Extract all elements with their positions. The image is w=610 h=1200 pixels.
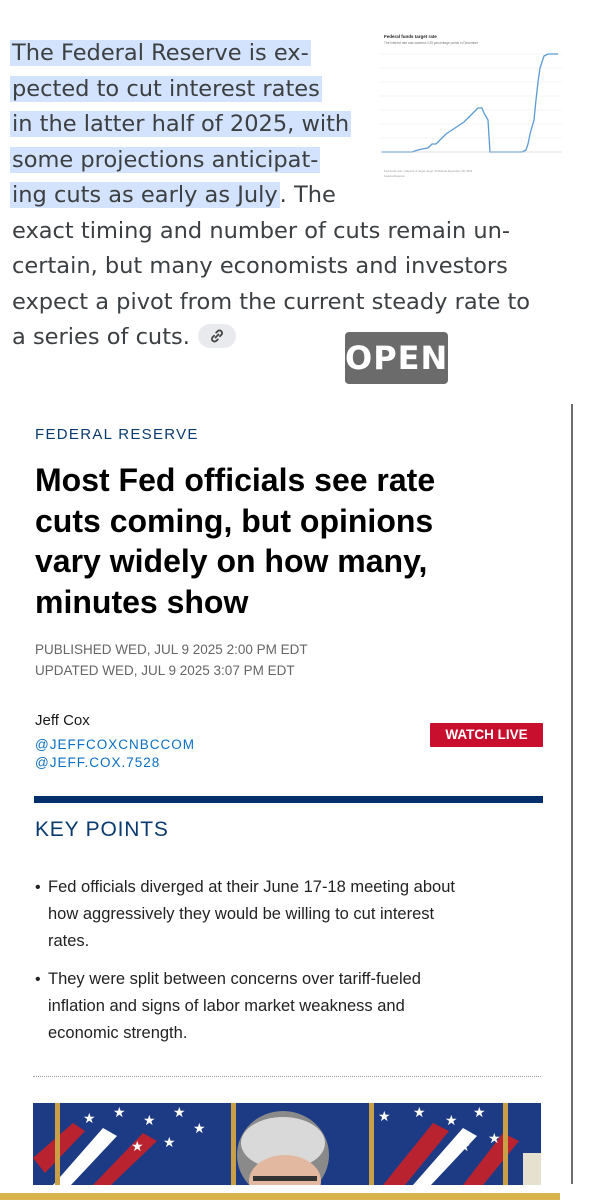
svg-text:★: ★ <box>113 1105 126 1121</box>
thumbnail-source: Federal Reserve <box>384 174 405 178</box>
snippet-line: expect a pivot from the current steady rate to <box>12 288 531 315</box>
powell-flags-image <box>33 1103 541 1185</box>
svg-text:★: ★ <box>163 1135 176 1151</box>
svg-text:★: ★ <box>473 1105 486 1121</box>
snippet-line: exact timing and number of cuts remain un- <box>12 217 511 244</box>
bullet-glyph: • <box>35 971 41 988</box>
key-point-text: Fed officials diverged at their June 17-18 meeting about <box>48 878 455 896</box>
article-headline <box>35 460 535 622</box>
key-point-text: rates. <box>48 932 90 950</box>
key-point-text: They were split between concerns over tariff-fueled <box>48 970 421 988</box>
section-label[interactable]: FEDERAL RESERVE <box>35 426 199 443</box>
article-photo[interactable] <box>33 1103 541 1185</box>
source-link-button[interactable] <box>198 324 236 348</box>
headline-line: minutes show <box>35 583 249 620</box>
svg-text:★: ★ <box>131 1139 144 1155</box>
highlighted-text: pected to cut interest rates <box>12 75 320 102</box>
svg-text:★: ★ <box>488 1131 501 1147</box>
highlighted-text: ing cuts as early as July <box>12 182 278 208</box>
svg-text:★: ★ <box>378 1109 391 1125</box>
author-name[interactable]: Jeff Cox <box>35 712 90 729</box>
rate-line <box>382 54 558 152</box>
watch-live-button[interactable]: WATCH LIVE <box>430 723 543 747</box>
key-point-text: inflation and signs of labor market weakness and <box>48 997 405 1015</box>
key-points-title: KEY POINTS <box>35 818 169 841</box>
thumbnail-chart <box>372 28 564 180</box>
bullet-glyph: • <box>35 879 41 896</box>
headline-line: Most Fed officials see rate <box>35 462 436 498</box>
headline-line: vary widely on how many, <box>35 543 428 579</box>
thumbnail-subtitle: The interest rate was lowered 0.25 percentage points in December <box>384 41 479 45</box>
open-button[interactable]: OPEN <box>345 332 448 384</box>
dotted-divider <box>33 1076 541 1077</box>
updated-date: UPDATED WED, JUL 9 2025 3:07 PM EDT <box>35 663 295 678</box>
snippet-line: a series of cuts. <box>12 324 190 350</box>
svg-text:★: ★ <box>83 1111 96 1127</box>
author-handle-link[interactable]: @JEFFCOXCNBCCOM <box>35 737 195 752</box>
headline-line: cuts coming, but opinions <box>35 502 434 539</box>
thumbnail-title: Federal funds target rate <box>384 34 437 39</box>
svg-text:★: ★ <box>143 1113 156 1129</box>
article-dates <box>35 639 308 681</box>
author-handle-link[interactable]: @JEFF.COX.7528 <box>35 755 161 770</box>
highlighted-text: some projections anticipat- <box>12 146 319 173</box>
key-point-text: how aggressively they would be willing to cut interest <box>48 905 435 923</box>
svg-text:★: ★ <box>413 1105 426 1121</box>
key-point-item <box>35 874 535 955</box>
svg-text:★: ★ <box>98 1133 111 1149</box>
svg-text:★: ★ <box>173 1105 186 1121</box>
key-points-rule <box>34 796 543 803</box>
svg-text:★: ★ <box>193 1121 206 1137</box>
divider-line <box>571 404 573 1184</box>
published-date: PUBLISHED WED, JUL 9 2025 2:00 PM EDT <box>35 642 308 657</box>
fed-funds-rate-thumbnail[interactable] <box>372 28 564 180</box>
cnbc-article <box>0 400 610 1200</box>
key-point-text: economic strength. <box>48 1024 188 1042</box>
snippet-text-continued: . The <box>279 182 336 208</box>
highlighted-text: The Federal Reserve is ex- <box>12 40 309 66</box>
svg-text:★: ★ <box>458 1139 471 1155</box>
svg-text:★: ★ <box>445 1113 458 1129</box>
next-image-strip <box>0 1187 610 1200</box>
link-icon <box>209 328 225 344</box>
key-point-item <box>35 966 535 1047</box>
thumbnail-footer: Fed funds rate: midpoint of target range. Published December 18, 2024 <box>384 169 473 173</box>
ai-overview-snippet <box>0 0 610 395</box>
snippet-line: certain, but many economists and investors <box>12 253 508 279</box>
highlighted-text: in the latter half of 2025, with <box>12 111 350 137</box>
